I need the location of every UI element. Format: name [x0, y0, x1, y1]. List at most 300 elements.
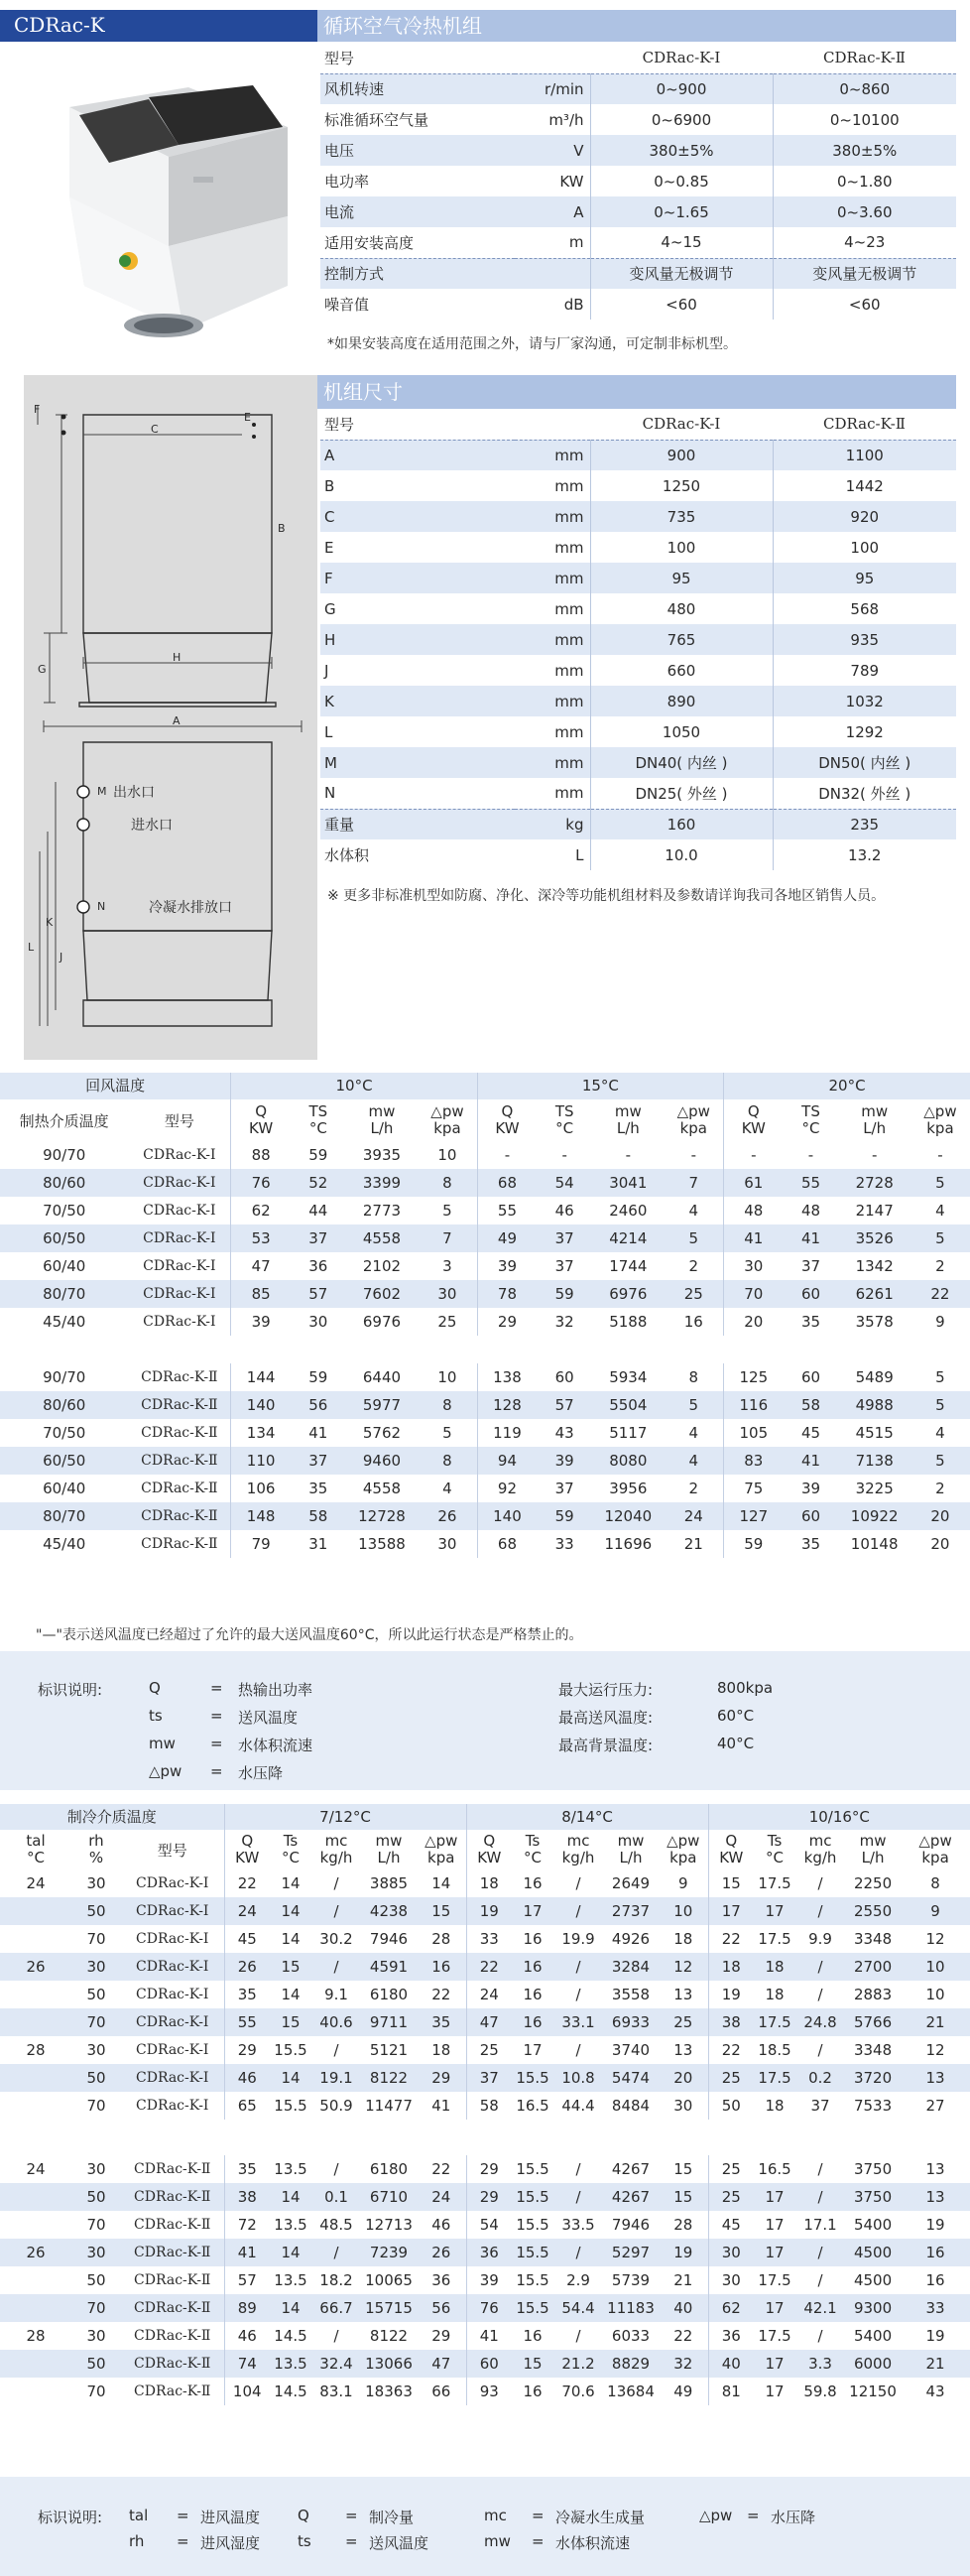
cool-value: 25: [708, 2183, 754, 2211]
cool-col-header-top: mw: [617, 1832, 645, 1850]
cool-value: /: [795, 2183, 845, 2211]
cool-value: 14: [281, 1874, 301, 1892]
cool-value: 25: [708, 2155, 754, 2183]
cool-value: 56: [417, 2294, 466, 2322]
cool-value: 16: [925, 2271, 945, 2289]
dims-value-k1: 765: [590, 624, 773, 655]
heat-value: 59: [537, 1502, 592, 1530]
heat-value: 13588: [358, 1535, 406, 1553]
cool-value: 25: [708, 2064, 754, 2092]
dims-row: [320, 747, 956, 778]
heat-medium-temp: 80/70: [0, 1502, 128, 1530]
cool-value: 18.5: [758, 2041, 791, 2059]
heat-value: 70: [724, 1280, 784, 1308]
heat-value: 76: [231, 1169, 291, 1197]
spec-value-k1: 0~900: [590, 73, 773, 104]
cool-row: [0, 2155, 970, 2183]
cool-tal: 24: [26, 2160, 46, 2178]
heat-col-symbol: TS: [801, 1102, 820, 1120]
heat-row: [0, 1447, 970, 1475]
cool-value: 47: [417, 2350, 466, 2378]
dims-value-k1: 1250: [590, 470, 773, 501]
heat-value: 22: [910, 1280, 970, 1308]
cool-legend-desc: 水体积流速: [555, 2534, 631, 2552]
cool-value: 59.8: [803, 2383, 837, 2400]
cool-value: 30: [708, 2239, 754, 2266]
spec-value-k1: 0~6900: [590, 104, 773, 135]
cool-row: [0, 1953, 970, 1981]
cool-tal: [0, 2064, 71, 2092]
heat-model: CDRac-K-Ⅱ: [141, 1369, 218, 1385]
cool-col-header-top: △pw: [424, 1832, 458, 1850]
dims-unit: mm: [554, 599, 584, 618]
spec-row: [320, 73, 956, 104]
heat-model-header: 型号: [164, 1111, 194, 1130]
spec-value-k2: 4~23: [773, 227, 956, 258]
cool-value: 14.5: [274, 2383, 307, 2400]
heat-col-symbol: TS: [308, 1102, 328, 1120]
cool-tal: [0, 1897, 71, 1925]
dims-unit: L: [575, 845, 584, 864]
heat-row: [0, 1308, 970, 1336]
heat-group-header: 20°C: [724, 1073, 970, 1099]
cool-col-header: [270, 1830, 311, 1869]
dims-header-k2: CDRac-K-Ⅱ: [773, 409, 956, 440]
cool-value: 36: [431, 2271, 451, 2289]
cool-value: 4238: [361, 1897, 417, 1925]
heat-legend-limit-label: 最高背景温度:: [558, 1737, 654, 1754]
cool-col-header-top: Q: [483, 1832, 496, 1850]
heat-value: 79: [231, 1530, 291, 1558]
cool-col-header-top: mw: [375, 1832, 403, 1850]
dims-unit: mm: [554, 538, 584, 557]
cool-value: 2649: [611, 1874, 651, 1892]
heat-col-symbol: △pw: [676, 1102, 710, 1120]
heating-legend: [0, 1651, 970, 1790]
dims-title: 机组尺寸: [323, 380, 403, 404]
cool-legend-eq: =: [177, 2532, 189, 2550]
cool-value: 26: [224, 1953, 270, 1981]
cool-value: 3348: [853, 2041, 893, 2059]
cool-value: 72: [224, 2211, 270, 2239]
cool-model: CDRac-K-Ⅱ: [121, 2350, 224, 2378]
cool-value: 13: [901, 2064, 970, 2092]
cool-value: 15.5: [512, 2183, 553, 2211]
heat-legend-symbol: △pw: [149, 1762, 182, 1780]
cool-value: 15.5: [512, 2294, 553, 2322]
cool-value: /: [575, 1986, 581, 2003]
dims-row: [320, 778, 956, 809]
dims-unit: mm: [515, 563, 590, 593]
cool-rh: 70: [86, 2216, 106, 2234]
heat-col-symbol: TS: [554, 1102, 574, 1120]
cool-model: CDRac-K-Ⅰ: [136, 1875, 209, 1891]
cool-value: 3750: [853, 2160, 893, 2178]
cool-value: 83.1: [319, 2383, 353, 2400]
cool-group-header: 8/14°C: [466, 1804, 708, 1830]
heat-legend-eq: =: [210, 1735, 223, 1752]
cool-value: 14: [270, 2064, 311, 2092]
cool-value: 4591: [361, 1953, 417, 1981]
spec-header-k1: CDRac-K-Ⅰ: [590, 43, 773, 73]
heat-value: 59: [724, 1530, 784, 1558]
heat-value: 7602: [346, 1280, 418, 1308]
heat-value: 8: [418, 1391, 477, 1419]
cool-value: 32: [659, 2350, 708, 2378]
cool-value: 6180: [369, 2160, 409, 2178]
cool-value: 13.5: [274, 2271, 307, 2289]
heat-value: 5: [442, 1424, 452, 1442]
cool-value: 3750: [845, 2183, 901, 2211]
cool-model: CDRac-K-Ⅰ: [136, 1931, 209, 1947]
heat-model: CDRac-K-Ⅰ: [143, 1314, 216, 1330]
cool-col-row: [0, 1830, 970, 1869]
cool-value: 16.5: [758, 2160, 791, 2178]
cool-value: 40: [708, 2350, 754, 2378]
dims-row: [320, 532, 956, 563]
cool-value: 46: [224, 2322, 270, 2350]
cool-group-row: [0, 1804, 970, 1830]
cool-value: 3720: [845, 2064, 901, 2092]
heat-value: 5188: [609, 1313, 648, 1331]
heat-value: 37: [291, 1447, 346, 1475]
spec-param: 电功率: [324, 173, 370, 191]
cool-value: 4500: [853, 2271, 893, 2289]
cool-value: 15.5: [516, 2271, 549, 2289]
cool-value: 35: [224, 2155, 270, 2183]
heat-medium-temp: 70/50: [43, 1202, 86, 1220]
heat-value: 2728: [838, 1169, 909, 1197]
heat-medium-temp: 60/40: [43, 1257, 86, 1275]
heat-return-header: 回风温度: [0, 1073, 231, 1099]
cool-value: 17: [512, 1897, 553, 1925]
heat-col-unit: KW: [249, 1119, 274, 1137]
cool-legend-title: 标识说明:: [38, 2509, 103, 2526]
cool-value: /: [795, 1953, 845, 1981]
cool-rh: 50: [71, 2183, 121, 2211]
heat-value: 41: [724, 1224, 784, 1252]
cool-value: 18.2: [319, 2271, 353, 2289]
cool-value: 17: [754, 2294, 795, 2322]
cool-value: 15: [673, 2160, 693, 2178]
cool-tal: [0, 2266, 71, 2294]
spec-param: 风机转速: [320, 73, 515, 104]
cool-rh: 50: [71, 2064, 121, 2092]
heat-value: 4: [442, 1480, 452, 1497]
dims-param: G: [324, 599, 336, 618]
heat-value: 30: [308, 1313, 328, 1331]
spec-title: 循环空气冷热机组: [323, 14, 482, 38]
spec-row: [320, 289, 956, 320]
heat-value: 9: [935, 1313, 945, 1331]
cool-tal: [0, 2183, 71, 2211]
heat-value: 128: [477, 1391, 537, 1419]
cool-value: 9: [678, 1874, 688, 1892]
cool-value: 9300: [845, 2294, 901, 2322]
cool-col-header-bottom: °C: [282, 1849, 300, 1867]
heat-value: 39: [477, 1252, 537, 1280]
heat-col-header: [592, 1099, 664, 1141]
heat-legend-eq: =: [210, 1707, 223, 1725]
heat-col-header: [537, 1099, 592, 1141]
cool-value: 2550: [845, 1897, 901, 1925]
heat-value: 48: [800, 1202, 821, 1220]
cool-model: CDRac-K-Ⅰ: [136, 2042, 209, 2058]
cool-value: 6033: [611, 2327, 651, 2345]
cool-value: 2.9: [566, 2271, 590, 2289]
cool-value: 55: [224, 2008, 270, 2036]
heat-col-unit: L/h: [370, 1119, 394, 1137]
cool-value: 7239: [361, 2239, 417, 2266]
heat-medium-temp: 80/60: [0, 1169, 128, 1197]
cool-value: 16: [512, 1953, 553, 1981]
cool-rh: 70: [86, 1930, 106, 1948]
heat-value: 49: [477, 1224, 537, 1252]
heat-medium-temp: 60/50: [0, 1224, 128, 1252]
dims-param: E: [324, 538, 334, 557]
heat-col-header: [346, 1099, 418, 1141]
spec-unit: KW: [559, 172, 584, 191]
heat-value: 32: [554, 1313, 574, 1331]
cool-value: 5766: [845, 2008, 901, 2036]
cool-value: 12: [925, 2041, 945, 2059]
cool-legend-symbol: ts: [298, 2532, 311, 2550]
cool-rh: 50: [71, 1897, 121, 1925]
cool-legend-eq: =: [532, 2507, 545, 2524]
dims-header-row: [320, 409, 956, 440]
dims-value-k2: 920: [773, 501, 956, 532]
cool-value: 30: [673, 2097, 693, 2115]
heat-value: 59: [537, 1280, 592, 1308]
heat-value: 36: [308, 1257, 328, 1275]
heat-col-unit: °C: [308, 1119, 327, 1137]
cool-value: 29: [417, 2064, 466, 2092]
cool-value: 24.8: [795, 2008, 845, 2036]
cool-value: 2883: [853, 1986, 893, 2003]
cool-row: [0, 2183, 970, 2211]
heat-legend-desc: 送风温度: [238, 1709, 299, 1727]
cool-tal: 24: [26, 1874, 46, 1892]
dim-label-n: N: [97, 900, 106, 913]
heat-legend-eq: =: [210, 1679, 223, 1697]
cool-col-header: [659, 1830, 708, 1869]
heat-value: 61: [724, 1169, 784, 1197]
dims-param: 重量: [320, 809, 515, 839]
cool-col-header-bottom: kg/h: [319, 1849, 353, 1867]
cool-value: 54: [466, 2211, 512, 2239]
heat-legend-symbol: ts: [149, 1707, 163, 1725]
cool-value: 57: [224, 2266, 270, 2294]
heat-col-symbol: mw: [861, 1102, 889, 1120]
cool-value: /: [575, 2327, 581, 2345]
cool-rh: 50: [86, 1986, 106, 2003]
cool-value: 38: [708, 2008, 754, 2036]
heat-value: 10922: [838, 1502, 909, 1530]
cool-value: /: [817, 2271, 823, 2289]
heat-value: 4214: [592, 1224, 664, 1252]
cool-tal: 28: [26, 2041, 46, 2059]
heat-col-header: [665, 1099, 724, 1141]
heating-note: "—"表示送风温度已经超过了允许的最大送风温度60°C，所以此运行状态是严格禁止的。: [36, 1627, 583, 1643]
spec-param: 电流: [320, 196, 515, 227]
spec-title-bar: [317, 10, 956, 42]
cool-model: CDRac-K-Ⅱ: [134, 2383, 211, 2399]
heat-legend-limit-value: 60°C: [717, 1707, 755, 1725]
dim-label-h: H: [173, 651, 182, 664]
cool-value: 49: [673, 2383, 693, 2400]
cool-value: 19: [659, 2239, 708, 2266]
cool-value: 16: [523, 2383, 543, 2400]
cool-col-header: [845, 1830, 901, 1869]
cool-value: 2737: [603, 1897, 659, 1925]
heat-col-unit: kpa: [679, 1119, 707, 1137]
heat-value: 4988: [838, 1391, 909, 1419]
cool-col-header: [553, 1830, 603, 1869]
heat-value: 37: [554, 1257, 574, 1275]
heat-col-header: [784, 1099, 839, 1141]
cool-value: 15: [270, 1953, 311, 1981]
heat-value: 60: [784, 1502, 839, 1530]
cool-value: 2250: [853, 1874, 893, 1892]
heat-legend-desc: 水体积流速: [238, 1737, 313, 1754]
cool-value: 17.1: [803, 2216, 837, 2234]
cool-col-header-top: Ts: [283, 1832, 299, 1850]
cool-value: 17.5: [758, 2271, 791, 2289]
cool-legend-desc: 进风温度: [200, 2509, 261, 2526]
cool-value: 3558: [611, 1986, 651, 2003]
dims-row: [320, 809, 956, 839]
dims-param: C: [320, 501, 515, 532]
heat-model: CDRac-K-Ⅰ: [143, 1147, 216, 1163]
heat-value: -: [561, 1146, 567, 1164]
heat-value: 25: [437, 1313, 457, 1331]
dim-label-a: A: [173, 714, 181, 727]
cool-value: 19.1: [311, 2064, 361, 2092]
heat-value: 41: [784, 1224, 839, 1252]
cool-legend-desc: 水压降: [771, 2509, 816, 2526]
cool-value: 26: [417, 2239, 466, 2266]
cool-value: 25: [659, 2008, 708, 2036]
cool-col-header: [754, 1830, 795, 1869]
heat-value: 119: [477, 1419, 537, 1447]
heat-medium-temp: 60/40: [43, 1480, 86, 1497]
spec-param: 标准循环空气量: [324, 111, 429, 129]
cool-value: 16: [512, 2008, 553, 2036]
cool-value: /: [553, 1953, 603, 1981]
heat-col-header: [838, 1099, 909, 1141]
cool-value: 13.5: [274, 2216, 307, 2234]
cool-value: 17: [754, 1897, 795, 1925]
heat-row: [0, 1197, 970, 1224]
cool-value: 50.9: [319, 2097, 353, 2115]
cool-value: 3284: [603, 1953, 659, 1981]
product-label-bar: [0, 10, 317, 42]
heat-model: CDRac-K-Ⅱ: [141, 1425, 218, 1441]
cool-group-header: 10/16°C: [708, 1804, 970, 1830]
dims-value-k1: DN40( 内丝 ): [590, 747, 773, 778]
cool-value: 12150: [849, 2383, 897, 2400]
dims-title-bar: [317, 375, 956, 409]
cool-value: 6710: [361, 2183, 417, 2211]
cool-value: 46: [224, 2064, 270, 2092]
cool-value: 4926: [611, 1930, 651, 1948]
cool-value: 5474: [603, 2064, 659, 2092]
dims-value-k2: 235: [773, 809, 956, 839]
cool-row: [0, 2294, 970, 2322]
heat-value: 8: [688, 1368, 699, 1386]
cool-value: 17.5: [758, 2327, 791, 2345]
dims-value-k1: 95: [590, 563, 773, 593]
heat-value: 9460: [346, 1447, 418, 1475]
cool-value: 2700: [845, 1953, 901, 1981]
cool-value: 15: [417, 1897, 466, 1925]
spec-row: [320, 135, 956, 166]
heat-value: 37: [537, 1224, 592, 1252]
heat-value: 2102: [362, 1257, 402, 1275]
cool-legend-desc: 送风温度: [369, 2534, 429, 2552]
dim-label-f: F: [34, 403, 41, 416]
cool-rh-header-bottom: %: [88, 1849, 104, 1867]
heat-row: [0, 1419, 970, 1447]
spec-value-k1: 变风量无极调节: [590, 258, 773, 289]
cool-row: [0, 1981, 970, 2008]
heat-spacer: [0, 1336, 970, 1363]
heat-value: 39: [537, 1447, 592, 1475]
heat-value: 37: [554, 1480, 574, 1497]
spec-value-k2: 0~3.60: [773, 196, 956, 227]
heat-value: 10148: [850, 1535, 899, 1553]
heat-value: 1342: [855, 1257, 894, 1275]
heat-col-header: [910, 1099, 970, 1141]
cool-row: [0, 2322, 970, 2350]
heat-value: 6261: [838, 1280, 909, 1308]
cool-value: 7946: [611, 2216, 651, 2234]
heat-value: 56: [291, 1391, 346, 1419]
heat-value: 3526: [838, 1224, 909, 1252]
cool-col-header-bottom: °C: [524, 1849, 542, 1867]
product-label: CDRac-K: [14, 13, 105, 37]
heat-model: CDRac-K-Ⅱ: [128, 1391, 231, 1419]
cool-value: 18: [765, 1986, 785, 2003]
cool-spacer-cell: [0, 2120, 970, 2155]
cool-value: 32.4: [311, 2350, 361, 2378]
heat-value: 5504: [592, 1391, 664, 1419]
cool-rh: 50: [86, 2271, 106, 2289]
cool-value: 35: [224, 1981, 270, 2008]
cool-value: 6933: [603, 2008, 659, 2036]
cool-value: 15715: [361, 2294, 417, 2322]
heat-medium-temp: 80/70: [0, 1280, 128, 1308]
heat-col-unit: kpa: [433, 1119, 461, 1137]
heat-value: 68: [477, 1530, 537, 1558]
heat-value: 58: [784, 1391, 839, 1419]
cool-value: /: [817, 1874, 823, 1892]
dims-row: [320, 470, 956, 501]
heat-value: 5: [665, 1391, 724, 1419]
heat-value: 6440: [362, 1368, 402, 1386]
cool-value: 0.2: [795, 2064, 845, 2092]
cool-value: 6180: [369, 1986, 409, 2003]
cool-value: 8: [930, 1874, 940, 1892]
spec-value-k2: 变风量无极调节: [773, 258, 956, 289]
spec-row: [320, 227, 956, 258]
cool-value: 81: [708, 2378, 754, 2405]
heat-legend-desc: 热输出功率: [238, 1681, 313, 1699]
cool-value: 12713: [365, 2216, 413, 2234]
cool-model: CDRac-K-Ⅰ: [136, 1987, 209, 2002]
heat-value: 106: [231, 1475, 291, 1502]
spec-value-k1: <60: [590, 289, 773, 320]
